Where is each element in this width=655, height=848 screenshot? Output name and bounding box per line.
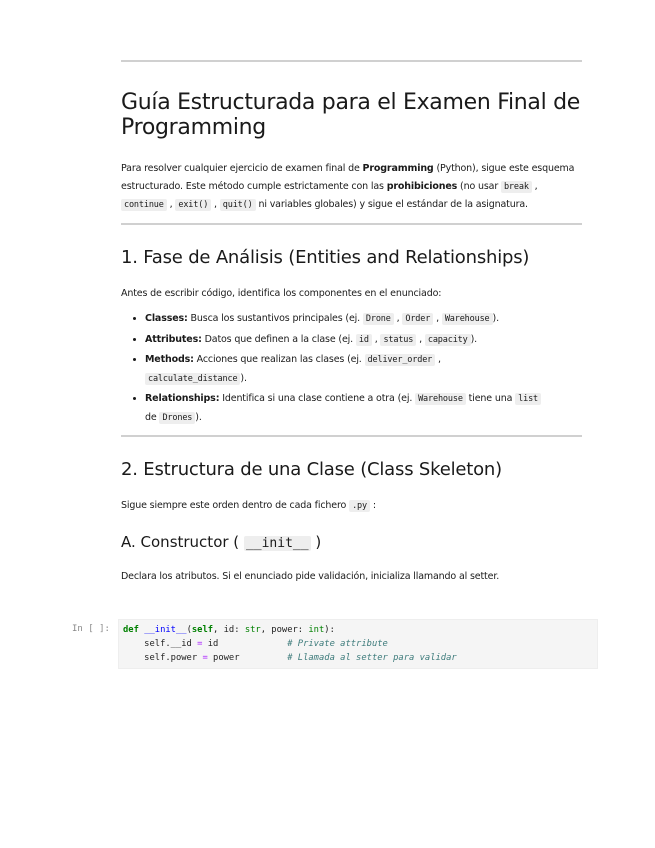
item-text: de <box>145 411 160 423</box>
inline-code: Drone <box>363 313 394 325</box>
code-builtin: str <box>244 625 261 635</box>
intro-text: (Python), sigue este esquema estructurado. Este método cumple estrictamente con las <box>121 163 575 192</box>
subsection-a-title <box>121 532 582 554</box>
inline-code-quit: quit() <box>220 199 256 211</box>
inline-code: list <box>515 393 541 405</box>
intro-text: (no usar <box>457 180 501 192</box>
code-builtin: int <box>308 625 325 635</box>
code-token: self <box>191 625 214 635</box>
inline-code: status <box>380 334 416 346</box>
item-text: ). <box>470 333 478 345</box>
code-editor[interactable] <box>118 619 598 669</box>
code-token: , id: <box>213 625 245 635</box>
inline-code: Warehouse <box>415 393 466 405</box>
code-token: self.power <box>123 653 203 663</box>
list-item-attributes: • Attributes: Datos que definen a la clase (ej. id , status , capacity ). <box>145 331 582 350</box>
item-text: Busca los sustantivos principales (ej. <box>187 313 363 324</box>
divider <box>121 60 582 62</box>
code-token: power <box>207 653 240 663</box>
divider <box>121 223 582 225</box>
cell-prompt: In [ ]: <box>72 624 110 634</box>
code-token: id <box>202 639 219 649</box>
item-label: Attributes: <box>145 333 202 345</box>
code-token: , power: <box>260 625 309 635</box>
item-text: ). <box>195 411 202 423</box>
code-token: ): <box>324 625 335 635</box>
item-text: tiene una <box>465 393 516 404</box>
item-label: Relationships: <box>145 393 220 404</box>
item-text: Identifica si una clase contiene a otra (ej. <box>219 393 416 404</box>
item-text: ). <box>492 313 499 324</box>
intro-paragraph: Para resolver cualquier ejercicio de examen final de Programming (Python), sigue este esquema estructurado. Este método cumple estrictamente con las prohibiciones (no usar break , continue , exit() , quit() ni variables globales) y sigue el estándar de la asignatura. <box>121 163 575 210</box>
item-label: Classes: <box>145 313 188 324</box>
section-1-lead: Antes de escribir código, identifica los componentes en el enunciado: <box>121 287 442 299</box>
sub-title-text: ) <box>310 532 322 551</box>
inline-code: deliver_order <box>365 354 436 366</box>
section-2-title: 2. Estructura de una Clase (Class Skeleton) <box>121 459 502 480</box>
lead-text: Sigue siempre este orden dentro de cada fichero <box>121 500 350 511</box>
analysis-list <box>121 310 582 427</box>
code-operator: = <box>197 639 203 649</box>
list-item-classes: • Classes: Busca los sustantivos principales (ej. Drone , Order , Warehouse ). <box>145 310 582 329</box>
inline-code-init: __init__ <box>245 535 309 551</box>
code-keyword: def <box>123 625 139 635</box>
list-item-methods: • Methods: Acciones que realizan las clases (ej. deliver_order , calculate_distance ). <box>145 351 582 388</box>
code-comment: # Llamada al setter para validar <box>287 653 457 663</box>
code-token: ( <box>186 625 192 635</box>
intro-bold-programming: Programming <box>362 163 434 174</box>
code-operator: = <box>202 653 208 663</box>
intro-text: Para resolver cualquier ejercicio de examen final de <box>121 163 363 174</box>
item-text: ). <box>240 372 247 384</box>
notebook-content <box>121 60 582 593</box>
intro-bold-prohibiciones: prohibiciones <box>386 180 458 192</box>
code-token: self.__id <box>123 639 198 649</box>
item-text: Datos que definen a la clase (ej. <box>201 333 356 345</box>
inline-code: Warehouse <box>442 313 493 325</box>
inline-code: capacity <box>425 334 471 346</box>
code-cell[interactable] <box>60 619 600 669</box>
code-function-name: __init__ <box>144 625 187 635</box>
inline-code: id <box>356 334 372 346</box>
lead-text: : <box>370 500 376 511</box>
item-label: Methods: <box>145 354 194 365</box>
section-1-title: 1. Fase de Análisis (Entities and Relationships) <box>121 246 530 268</box>
inline-code: Drones <box>159 412 195 424</box>
divider <box>121 435 582 437</box>
inline-code: calculate_distance <box>145 373 240 385</box>
inline-code-exit: exit() <box>175 199 211 211</box>
intro-text: ni variables globales) y sigue el estándar de la asignatura. <box>255 199 528 210</box>
inline-code-py: .py <box>349 500 370 512</box>
inline-code: Order <box>402 313 433 325</box>
subsection-a-text: Declara los atributos. Si el enunciado pide validación, inicializa llamando al setter. <box>121 570 500 582</box>
page-title: Guía Estructurada para el Examen Final de Programming <box>121 90 580 140</box>
item-text: Acciones que realizan las clases (ej. <box>193 354 365 365</box>
sub-title-text: A. Constructor ( <box>121 532 244 551</box>
inline-code-continue: continue <box>121 199 167 211</box>
list-item-relationships <box>145 390 582 427</box>
section-2-lead <box>121 497 582 516</box>
inline-code-break: break <box>501 181 532 193</box>
code-comment: # Private attribute <box>287 639 388 649</box>
